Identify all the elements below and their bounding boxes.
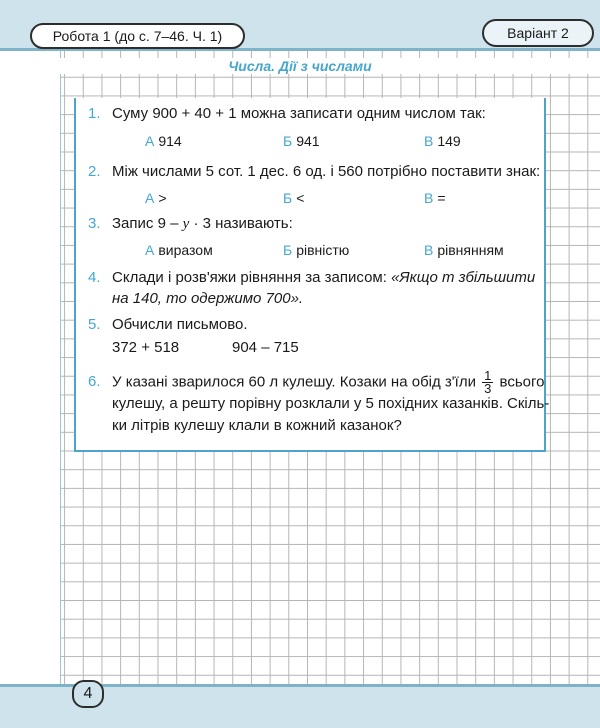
option-b[interactable] [283, 131, 320, 151]
option-letter: А [145, 190, 155, 206]
option-text: 149 [437, 133, 461, 149]
task-number: 1. [88, 105, 101, 122]
expression-2: 904 – 715 [232, 339, 299, 356]
option-letter: В [424, 242, 434, 258]
option-letter: В [424, 133, 434, 149]
task-6 [88, 370, 545, 395]
task-1 [88, 104, 486, 124]
page-number: 4 [72, 680, 104, 708]
expression-1: 372 + 518 [112, 339, 180, 356]
task-number: 4. [88, 269, 101, 286]
variant-label: Варіант 2 [482, 19, 594, 47]
task-quote: на 140, то одержимо 700». [112, 290, 304, 307]
task-4 [88, 268, 535, 288]
task-text-after: · 3 називають: [193, 215, 293, 232]
option-letter: А [145, 133, 155, 149]
option-letter: Б [283, 133, 293, 149]
fraction-denominator: 3 [484, 381, 492, 396]
left-margin [0, 51, 61, 691]
option-a[interactable] [145, 188, 167, 208]
option-text: рівністю [296, 242, 350, 258]
option-c[interactable] [424, 131, 461, 151]
task-number: 6. [88, 373, 101, 391]
task-6-line3: ки літрів кулешу клали в кожний казанок? [112, 417, 402, 434]
fraction [482, 370, 493, 395]
option-text: = [437, 190, 446, 206]
option-text: виразом [158, 242, 213, 258]
task-quote: «Якщо m збільшити [391, 269, 536, 286]
task-text: Суму 900 + 40 + 1 можна записати одним числом так: [112, 105, 486, 122]
option-text: 914 [158, 133, 182, 149]
task-text-before: Запис 9 – [112, 215, 179, 232]
task-3 [88, 214, 293, 234]
task-number: 5. [88, 316, 101, 333]
option-text: 941 [296, 133, 320, 149]
task-text: У казані зварилося 60 л кулешу. Козаки на обід з'їли [112, 373, 476, 391]
option-text: > [158, 190, 167, 206]
task-text: Обчисли письмово. [112, 316, 248, 333]
option-letter: В [424, 190, 434, 206]
option-b[interactable] [283, 240, 349, 260]
task-text: всього [499, 373, 545, 391]
task-5 [88, 315, 248, 335]
section-title: Числа. Дії з числами [0, 58, 600, 74]
task-text: Склади і розв'яжи рівняння за записом: [112, 269, 387, 286]
work-label: Робота 1 (до с. 7–46. Ч. 1) [30, 23, 245, 49]
option-letter: Б [283, 242, 293, 258]
task-2 [88, 162, 540, 182]
option-a[interactable] [145, 131, 182, 151]
option-letter: А [145, 242, 155, 258]
option-a[interactable] [145, 240, 213, 260]
option-b[interactable] [283, 188, 304, 208]
option-c[interactable] [424, 188, 446, 208]
option-text: < [296, 190, 305, 206]
task-number: 3. [88, 215, 101, 232]
task-4-line2 [112, 289, 303, 309]
fraction-numerator: 1 [484, 368, 492, 383]
task-6-line2: кулешу, а решту порівну розклали у 5 похідних казанків. Скіль- [112, 395, 550, 412]
task-text: Між числами 5 сот. 1 дес. 6 од. і 560 потрібно поставити знак: [112, 163, 541, 180]
task-number: 2. [88, 163, 101, 180]
option-text: рівнянням [437, 242, 504, 258]
option-letter: Б [283, 190, 293, 206]
variable: y [182, 216, 190, 232]
option-c[interactable] [424, 240, 504, 260]
